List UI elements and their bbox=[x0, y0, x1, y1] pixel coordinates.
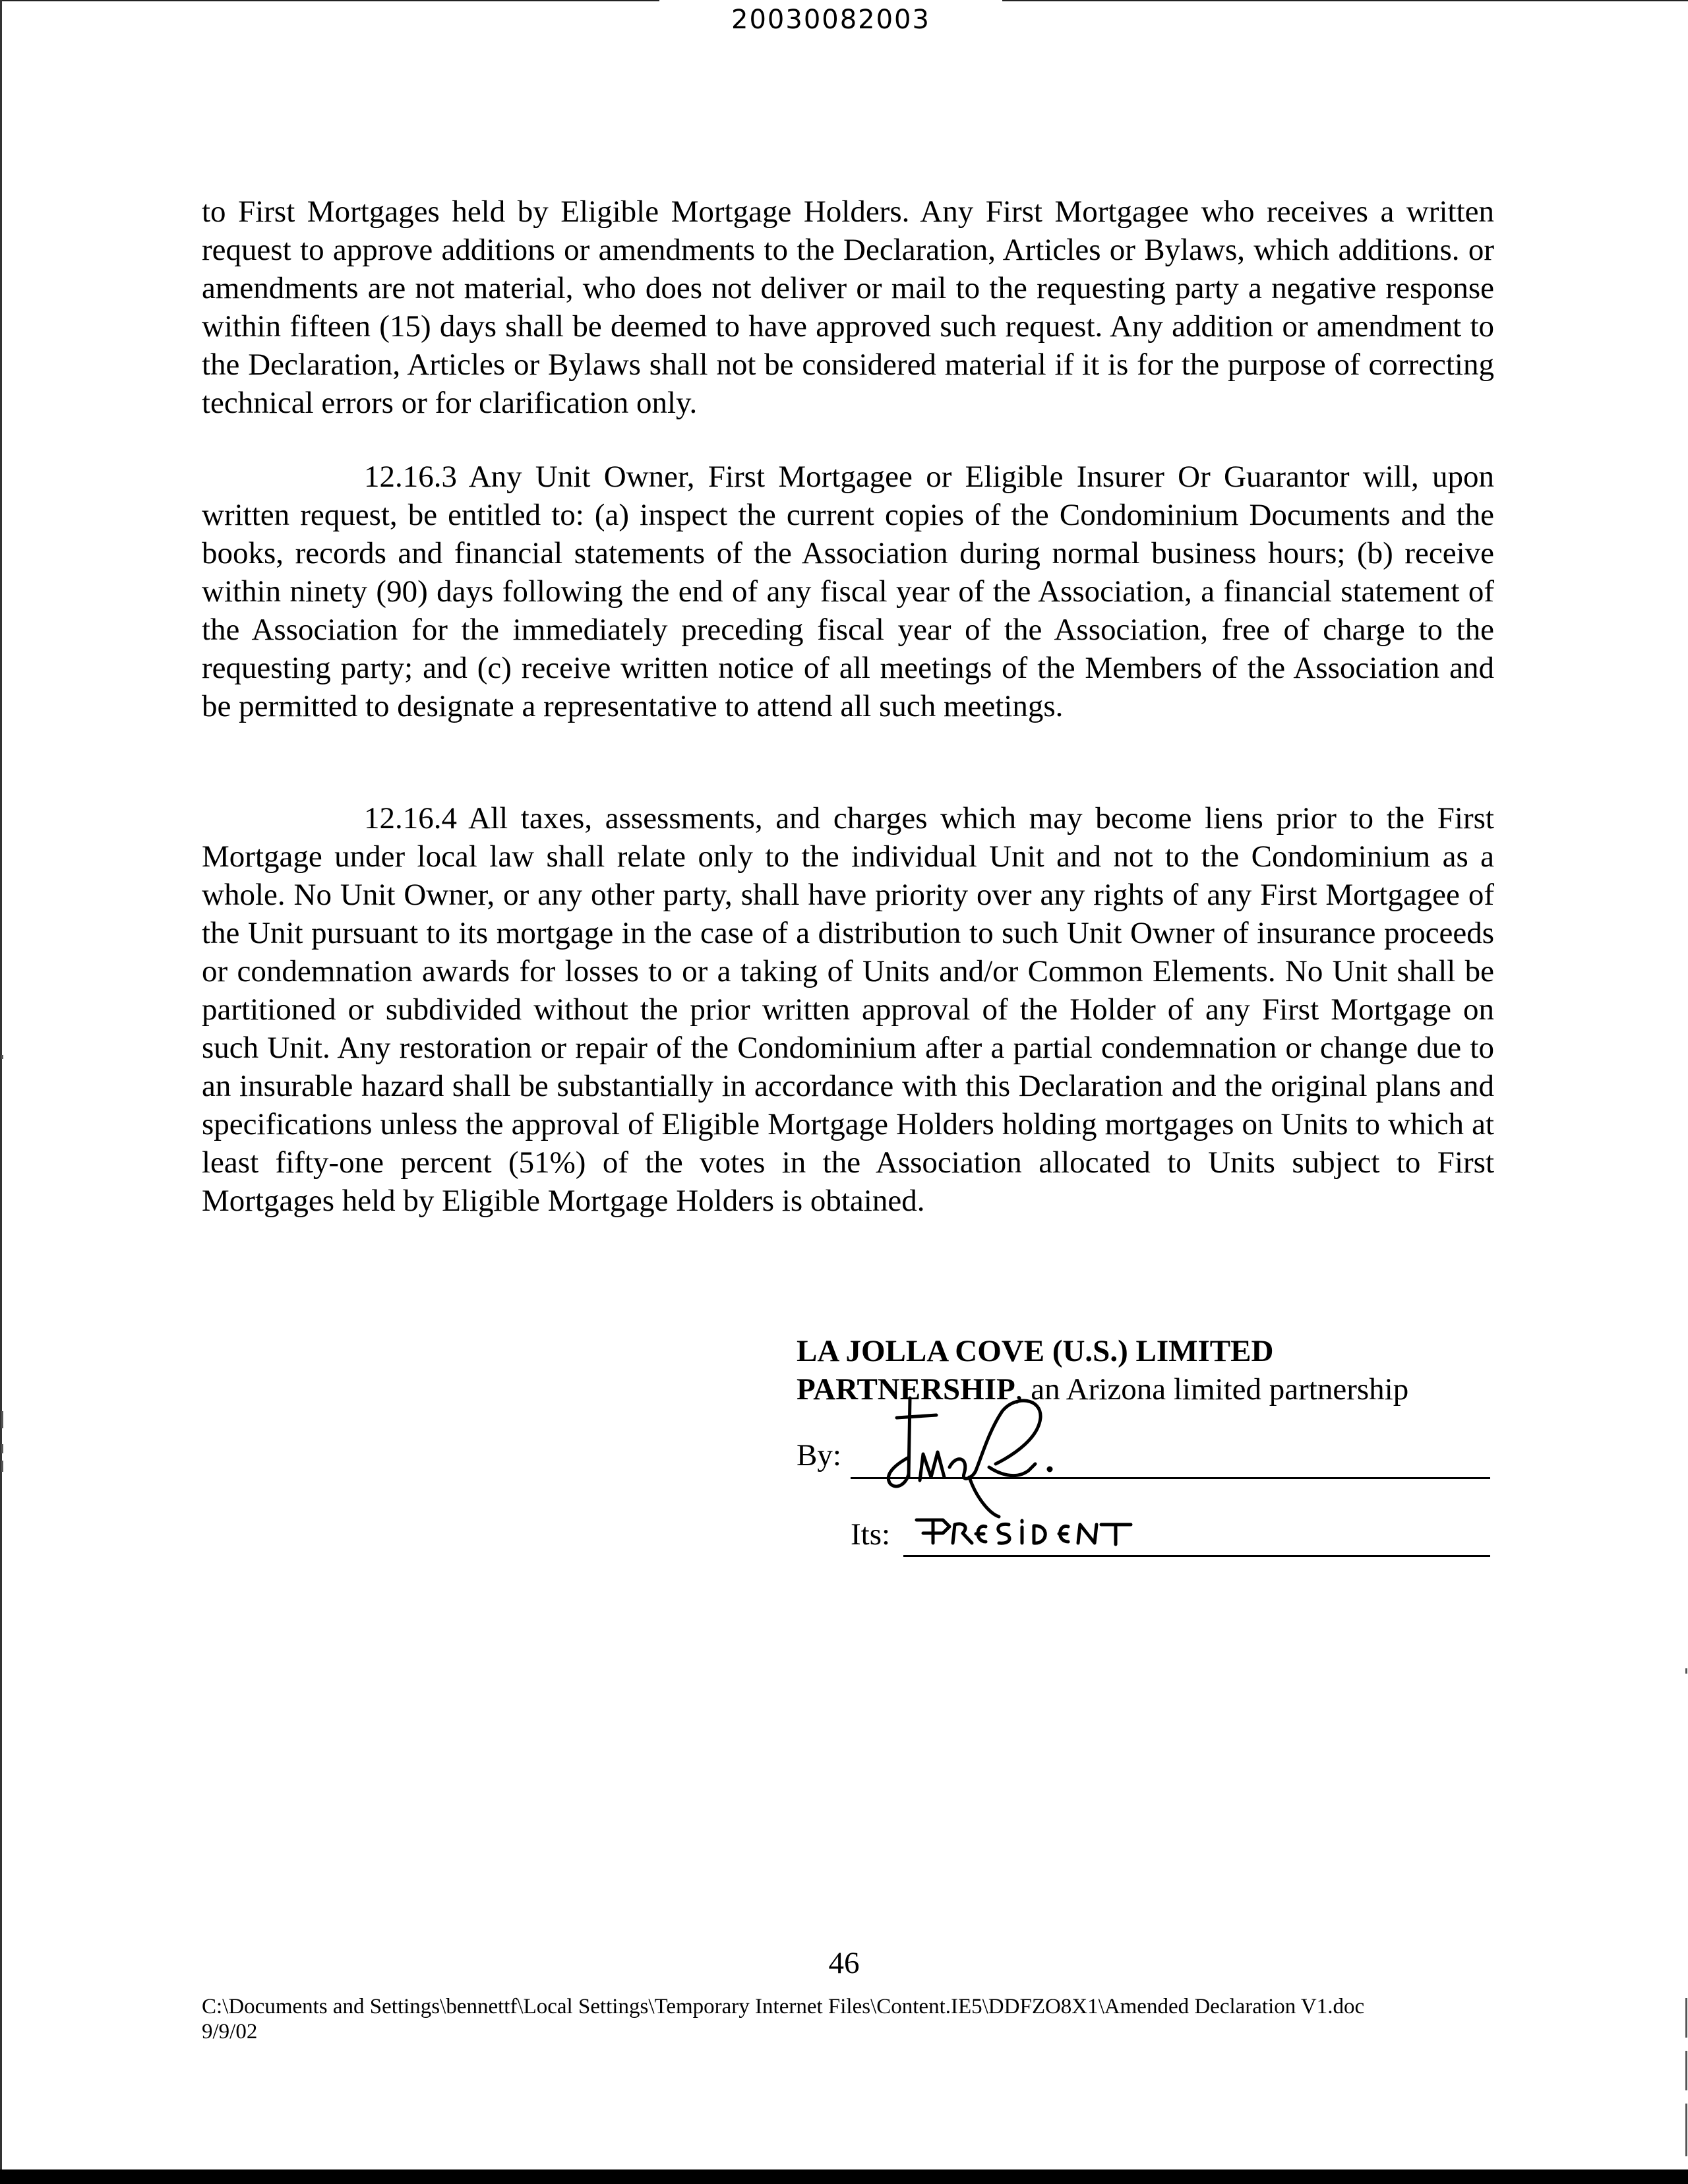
footer-date: 9/9/02 bbox=[202, 2020, 258, 2044]
entity-name-line-1: LA JOLLA COVE (U.S.) LIMITED bbox=[797, 1334, 1274, 1368]
by-label: By: bbox=[797, 1438, 841, 1472]
entity-type-bold: PARTNERSHIP bbox=[797, 1372, 1015, 1407]
paragraph-12-16-3: 12.16.3 Any Unit Owner, First Mortgagee or Eligible Insurer Or Guarantor will, upon written request, be entitled to: (a) inspect the current copies of the Condominium Documents and the books, records and financial statements of the Association during normal business hours; (b) receive within ninety (90) days following the end of any fiscal year of the Association, a financial statement of the Association for the immediately preceding fiscal year of the Association, free of charge to the requesting party; and (c) receive written notice of all meetings of the Members of the Association and be permitted to designate a representative to attend all such meetings. bbox=[202, 460, 1494, 723]
scan-speck bbox=[1685, 2051, 1687, 2090]
its-label: Its: bbox=[851, 1517, 891, 1552]
scan-speck bbox=[1, 1411, 3, 1428]
scan-speck bbox=[1685, 1998, 1687, 2038]
page-number: 46 bbox=[828, 1946, 860, 1980]
paragraph-continuation: to First Mortgages held by Eligible Mortgage Holders. Any First Mortgagee who receives a written request to approve additions or amendments to the Declaration, Articles or Bylaws, which additions. or amendments are not material, who does not deliver or mail to the requesting party a negative response within fifteen (15) days shall be deemed to have approved such request. Any addition or amendment to the Declaration, Articles or Bylaws shall not be considered material if it is for the purpose of correcting technical errors or for clarification only. bbox=[202, 195, 1494, 420]
scan-speck bbox=[1, 1465, 3, 1472]
scan-speck bbox=[1, 1055, 3, 1059]
scan-speck bbox=[1685, 2104, 1687, 2156]
entity-type-description: , an Arizona limited partnership bbox=[1015, 1372, 1409, 1407]
footer-file-path: C:\Documents and Settings\bennettf\Local Settings\Temporary Internet Files\Content.IE5\DDFZO8X1\Amended Declaration V1.doc bbox=[202, 1995, 1365, 2018]
paragraph-12-16-4: 12.16.4 All taxes, assessments, and charges which may become liens prior to the First Mortgage under local law shall relate only to the individual Unit and not to the Condominium as a whole. No Unit Owner, or any other party, shall have priority over any rights of any First Mortgagee of the Unit pursuant to its mortgage in the case of a distribution to such Unit Owner of insurance proceeds or condemnation awards for losses to or a taking of Units and/or Common Elements. No Unit shall be partitioned or subdivided without the prior written approval of the Holder of any First Mortgage on such Unit. Any restoration or repair of the Condominium after a partial condemnation or change due to an insurable hazard shall be substantially in accordance with this Declaration and the original plans and specifications unless the approval of Eligible Mortgage Holders holding mortgages on Units to which at least fifty-one percent (51%) of the votes in the Association allocated to Units subject to First Mortgages held by Eligible Mortgage Holders is obtained. bbox=[202, 801, 1494, 1218]
scan-speck bbox=[1685, 1668, 1687, 1674]
recording-stamp-number: 20030082003 bbox=[731, 5, 930, 35]
scan-speck bbox=[1, 1444, 3, 1453]
